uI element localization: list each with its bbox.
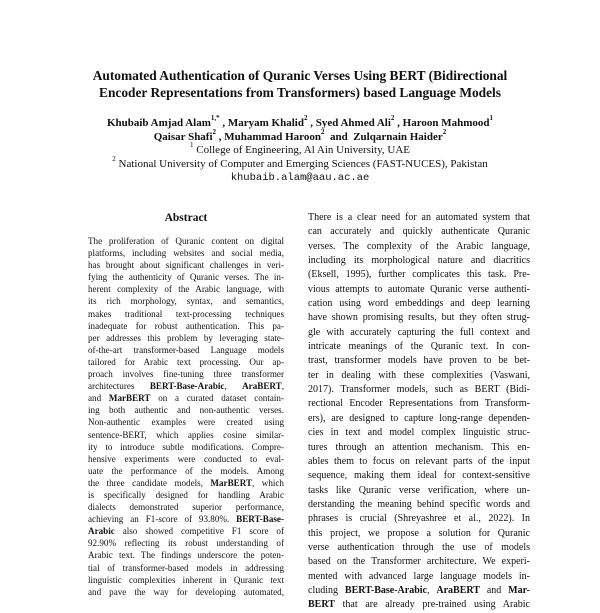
- text-line: verse authentication through the use of models: [308, 541, 530, 553]
- text-line: derstanding the meaning behind specific words and: [308, 498, 530, 510]
- text-line: sequence, making them ideal for context-sensitive: [308, 470, 530, 482]
- text-line: sentence-BERT, which applies cosine similar-: [88, 429, 284, 440]
- text-line: (Eksell, 1995), further complicates this task. Pre-: [308, 269, 530, 281]
- text-line: and MarBERT on a curated dataset contain-: [88, 393, 285, 404]
- author-line: Qaisar Shafi$^2$ , Muhammad Haroon$^2$ and Zulqarnain Haider$^2$: [153, 128, 447, 143]
- text-line: cluding BERT-Base-Arabic, AraBERT and Mar-: [308, 584, 531, 596]
- text-line: BERT that are already pre-trained using Arabic: [308, 599, 530, 611]
- text-line: has brought about significant challenges in veri-: [88, 260, 284, 271]
- text-line: Arabic text. The findings underscore the poten-: [88, 550, 284, 561]
- text-line: gle with accurately capturing the full context and: [308, 326, 530, 338]
- text-line: inadequate for robust authentication. This pa-: [88, 320, 284, 331]
- text-line: proach involves fine-tuning three transformer: [88, 369, 284, 380]
- abstract-heading: Abstract: [164, 212, 208, 224]
- text-line: rectional Encoder Representations from Transform-: [308, 398, 530, 410]
- text-line: architectures BERT-Base-Arabic, AraBERT,: [88, 381, 284, 392]
- text-line: its rich morphology, syntax, and semantics,: [88, 296, 284, 307]
- text-line: intricate meanings of the Quranic text. In con-: [308, 341, 530, 353]
- text-line: have shown promising results, but they often strug-: [308, 312, 530, 324]
- paper-title: [40, 67, 560, 101]
- text-line: this project, we propose a solution for Quranic: [308, 527, 530, 539]
- text-line: mented with advanced large language models in-: [308, 570, 530, 582]
- text-line: is specifically designed for handling Arabic: [88, 489, 284, 500]
- text-line: cation using word embeddings and deep learning: [308, 298, 530, 310]
- author-line: Khubaib Amjad Alam$^{1,*}$ , Maryam Khalid$^2$ , Syed Ahmed Ali$^2$ , Haroon Mahmood$^1$: [106, 114, 494, 129]
- text-line: tial of transformer-based models in addressing: [88, 562, 284, 573]
- affiliation-line: $^1$ College of Engineering, Al Ain University, UAE: [189, 141, 410, 156]
- abstract-text: [88, 235, 284, 598]
- affiliations: [50, 143, 550, 185]
- text-line: ter in dealing with these complexities (Vaswani,: [308, 369, 530, 381]
- text-line: 92.90% reflecting its robust understanding of: [88, 538, 284, 549]
- text-line: of-the-art transformer-based Language models: [88, 344, 284, 355]
- text-line: linguistic complexities inherent in Quranic text: [88, 574, 284, 585]
- text-line: Non-authentic examples were created using: [88, 417, 284, 428]
- text-line: the three candidate models, MarBERT, which: [88, 477, 284, 488]
- text-line: trast, transformer models have proven to be bet-: [308, 355, 530, 367]
- affiliation-line: $^2$ National University of Computer and Emerging Sciences (FAST-NUCES), Pakistan: [112, 155, 488, 170]
- text-line: dialects demonstrated superior performance,: [88, 502, 284, 513]
- text-line: ity to introduce subtle modifications. Compre-: [88, 441, 284, 452]
- contact-email[interactable]: khubaib.alam@aau.ac.ae: [230, 172, 370, 184]
- text-line: 2017). Transformer models, such as BERT (Bidi-: [308, 384, 530, 396]
- text-line: tasks like Quranic verse verification, where un-: [308, 484, 530, 496]
- text-line: based on the Transformer architecture. We experi-: [308, 556, 530, 568]
- text-line: including its morphological nature and diacritics: [308, 255, 530, 267]
- text-line: vious attempts to automate Quranic verse authenti-: [308, 283, 530, 295]
- text-line: uate the performance of the models. Among: [88, 465, 284, 476]
- text-line: fying the authenticity of Quranic verses. The in-: [88, 272, 284, 283]
- text-line: cies in text and model complex linguistic struc-: [308, 427, 530, 439]
- text-line: phrases is crucial (Shreyashree et al., 2022). In: [308, 513, 530, 525]
- text-line: makes traditional text-processing techniques: [88, 308, 284, 319]
- text-line: ers), are designed to capture long-range dependen-: [308, 412, 530, 424]
- text-line: The proliferation of Quranic content on digital: [88, 236, 284, 246]
- text-line: verses. The complexity of the Arabic language,: [308, 240, 530, 252]
- text-line: can accurately and quickly authenticate Quranic: [308, 226, 530, 238]
- text-line: herent complexity of the Arabic language, with: [88, 284, 284, 295]
- title-line: Automated Authentication of Quranic Verses Using BERT (Bidirectional: [92, 68, 508, 83]
- author-list: [50, 116, 550, 144]
- text-line: achieving an F1-score of 93.80%. BERT-Base-: [88, 514, 284, 525]
- text-line: tures through an attention mechanism. This en-: [308, 441, 530, 453]
- text-line: Arabic also showed competitive F1 score of: [88, 526, 284, 537]
- text-line: tailored for Arabic text processing. Our ap-: [88, 356, 284, 367]
- title-line: Encoder Representations from Transformers) based Language Models: [99, 85, 501, 100]
- text-line: hensive experiments were conducted to eval-: [88, 453, 284, 464]
- text-line: platforms, including websites and social media,: [88, 248, 284, 259]
- text-line: There is a clear need for an automated system that: [308, 212, 530, 223]
- text-line: ables them to focus on relevant parts of the input: [308, 455, 530, 467]
- text-line: and pave the way for developing automated,: [88, 586, 284, 597]
- text-line: per addresses this problem by leveraging state-: [88, 332, 284, 343]
- text-line: ing both authentic and non-authentic verses.: [88, 405, 284, 416]
- introduction-text: [308, 211, 530, 613]
